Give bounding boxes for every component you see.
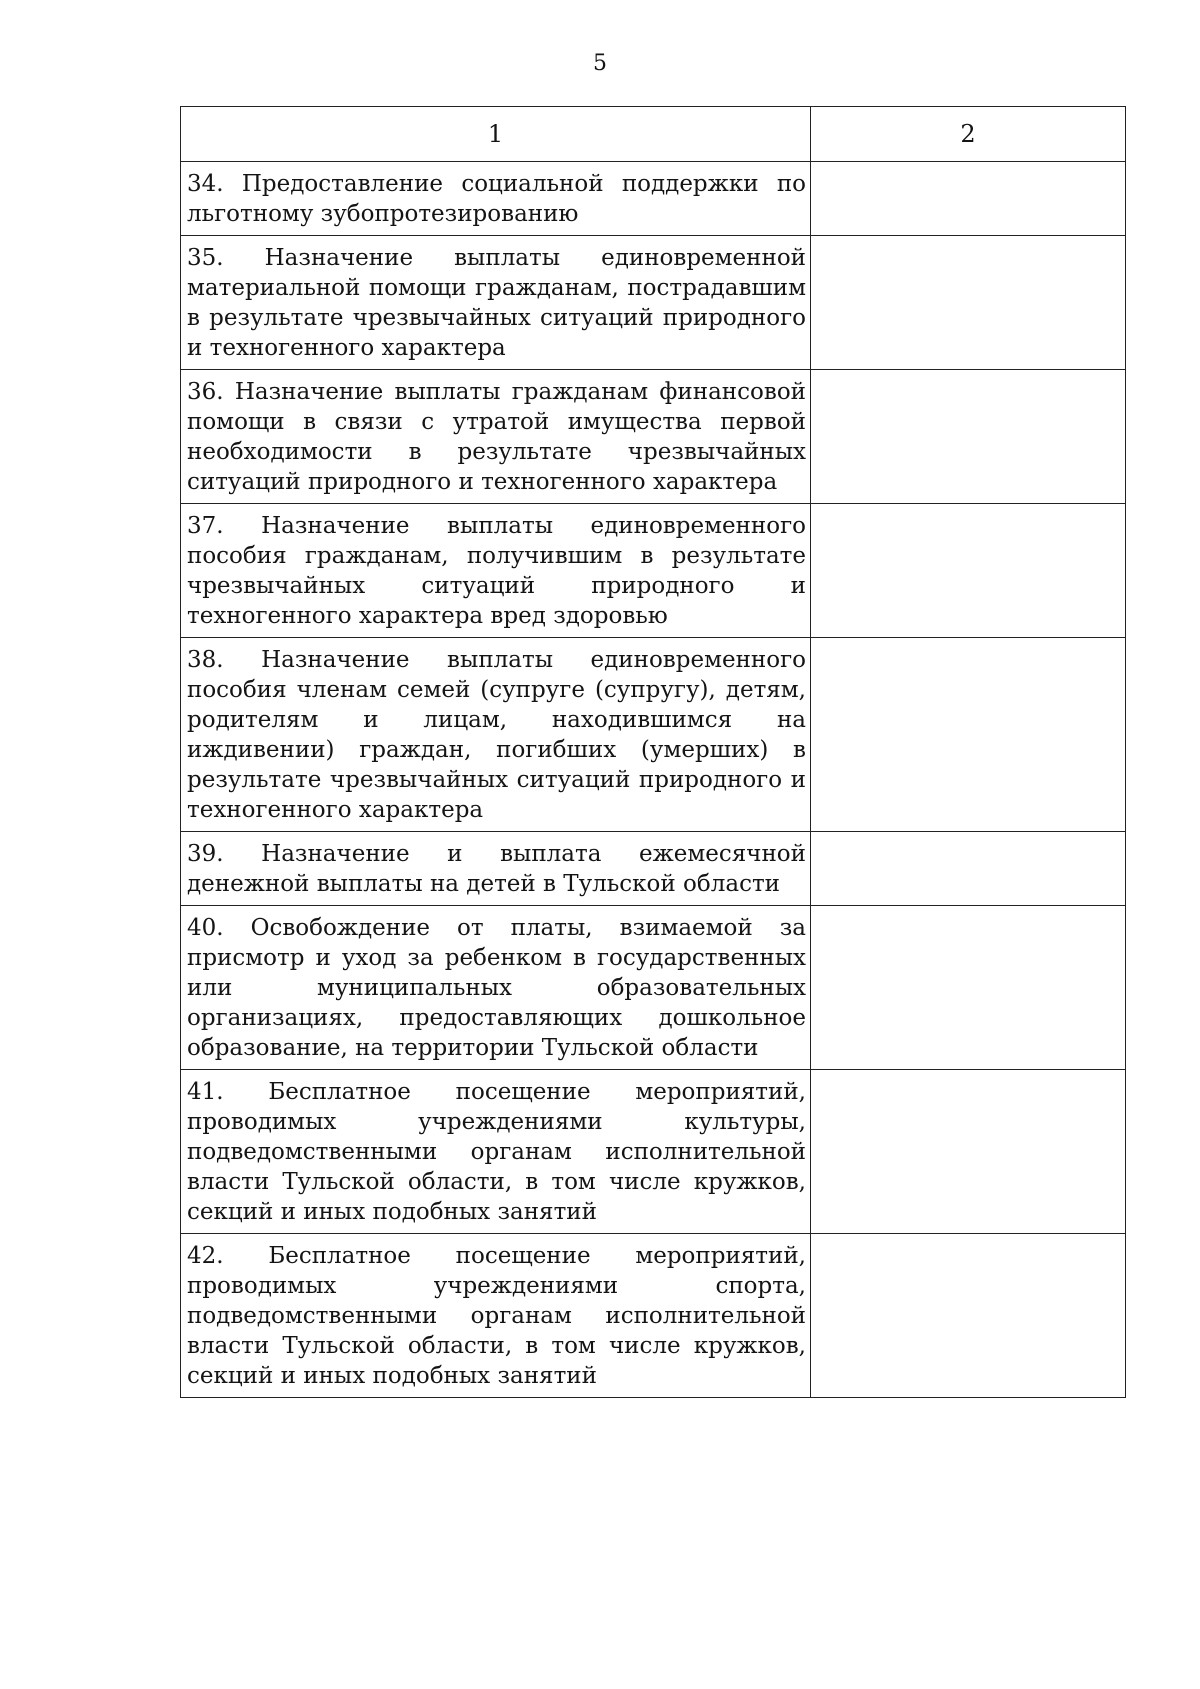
table-row [181,162,1126,236]
service-item-42: 42. Бесплатное посещение мероприятий, проводимых учреждениями спорта, подведомственными органам исполнительной власти Тульской области, в том числе кружков, секций и иных подобных занятий [181,1234,811,1398]
table-header-row [181,107,1126,162]
service-item-41: 41. Бесплатное посещение мероприятий, проводимых учреждениями культуры, подведомственными органам исполнительной власти Тульской области, в том числе кружков, секций и иных подобных занятий [181,1070,811,1234]
service-item-36: 36. Назначение выплаты гражданам финансовой помощи в связи с утратой имущества первой необходимости в результате чрезвычайных ситуаций природного и техногенного характера [181,370,811,504]
column-header-1: 1 [181,107,811,162]
table-row [181,236,1126,370]
column-header-2: 2 [811,107,1126,162]
page-number: 5 [593,51,607,76]
table-row [181,370,1126,504]
service-item-38: 38. Назначение выплаты единовременного пособия членам семей (супруге (супругу), детям, родителям и лицам, находившимся на иждивении) граждан, погибших (умерших) в результате чрезвычайных ситуаций природного и техногенного характера [181,638,811,832]
table-row [181,638,1126,832]
service-item-34: 34. Предоставление социальной поддержки по льготному зубопротезированию [181,162,811,236]
services-table [180,106,1126,1398]
column-2-cell [811,162,1126,236]
table-row [181,832,1126,906]
service-item-35: 35. Назначение выплаты единовременной материальной помощи гражданам, пострадавшим в результате чрезвычайных ситуаций природного и техногенного характера [181,236,811,370]
column-2-cell [811,906,1126,1070]
column-2-cell [811,832,1126,906]
service-item-37: 37. Назначение выплаты единовременного пособия гражданам, получившим в результате чрезвычайных ситуаций природного и техногенного характера вред здоровью [181,504,811,638]
column-2-cell [811,1070,1126,1234]
column-2-cell [811,1234,1126,1398]
table-row [181,504,1126,638]
service-item-40: 40. Освобождение от платы, взимаемой за присмотр и уход за ребенком в государственных или муниципальных образовательных организациях, предоставляющих дошкольное образование, на территории Тульской области [181,906,811,1070]
column-2-cell [811,638,1126,832]
table-row [181,1070,1126,1234]
column-2-cell [811,370,1126,504]
column-2-cell [811,236,1126,370]
table-row [181,1234,1126,1398]
table-row [181,906,1126,1070]
column-2-cell [811,504,1126,638]
service-item-39: 39. Назначение и выплата ежемесячной денежной выплаты на детей в Тульской области [181,832,811,906]
